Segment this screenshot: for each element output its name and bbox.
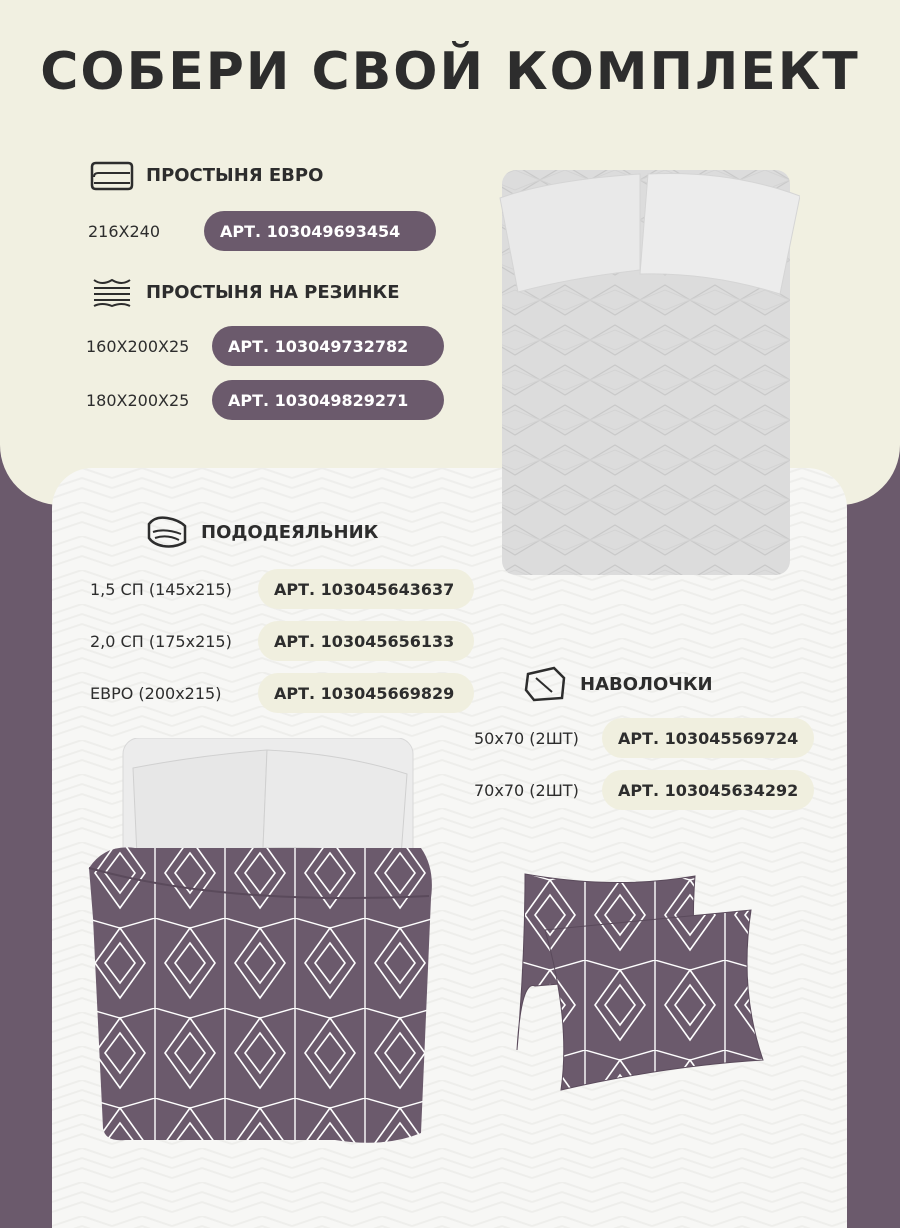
duvet-cover-row-1	[90, 569, 474, 609]
fitted-sheet-heading	[90, 272, 400, 312]
size-label: 216X240	[88, 221, 161, 241]
sheet-euro-heading	[90, 155, 323, 195]
article-badge[interactable]: АРТ. 103045656133	[258, 621, 474, 661]
size-label: 2,0 СП (175x215)	[90, 631, 232, 651]
article-badge[interactable]: АРТ. 103045643637	[258, 569, 474, 609]
duvet-cover-row-2	[90, 621, 474, 661]
article-badge[interactable]: АРТ. 103049693454	[204, 211, 436, 251]
fitted-sheet-icon	[90, 272, 134, 312]
size-label: 180X200X25	[86, 390, 190, 410]
fitted-sheet-row-1	[86, 326, 444, 366]
article-badge[interactable]: АРТ. 103045569724	[602, 718, 814, 758]
folded-sheet-icon	[90, 155, 134, 195]
pillowcases-row-1	[474, 718, 814, 758]
size-label: 160X200X25	[86, 336, 190, 356]
fitted-sheet-bed-image	[490, 160, 800, 580]
pillowcases-heading	[524, 664, 713, 704]
size-label: 1,5 СП (145x215)	[90, 579, 232, 599]
fitted-sheet-row-2	[86, 380, 444, 420]
size-label: 50x70 (2ШТ)	[474, 728, 579, 748]
duvet-cover-bed-image	[85, 738, 435, 1148]
article-badge[interactable]: АРТ. 103049829271	[212, 380, 444, 420]
fitted-sheet-heading-label: ПРОСТЫНЯ НА РЕЗИНКЕ	[146, 281, 400, 303]
pillowcases-row-2	[474, 770, 814, 810]
article-badge[interactable]: АРТ. 103045669829	[258, 673, 474, 713]
pillowcases-image	[515, 870, 775, 1095]
pillow-icon	[524, 664, 568, 704]
size-label: ЕВРО (200x215)	[90, 683, 222, 703]
article-badge[interactable]: АРТ. 103049732782	[212, 326, 444, 366]
sheet-euro-heading-label: ПРОСТЫНЯ ЕВРО	[146, 164, 324, 186]
duvet-cover-heading	[145, 512, 378, 552]
article-badge[interactable]: АРТ. 103045634292	[602, 770, 814, 810]
size-label: 70x70 (2ШТ)	[474, 780, 579, 800]
pillowcases-heading-label: НАВОЛОЧКИ	[580, 673, 713, 695]
duvet-cover-heading-label: ПОДОДЕЯЛЬНИК	[201, 521, 379, 543]
duvet-cover-row-3	[90, 673, 474, 713]
duvet-icon	[145, 512, 189, 552]
page-title: СОБЕРИ СВОЙ КОМПЛЕКТ	[40, 42, 860, 102]
sheet-euro-row-1	[88, 211, 436, 251]
